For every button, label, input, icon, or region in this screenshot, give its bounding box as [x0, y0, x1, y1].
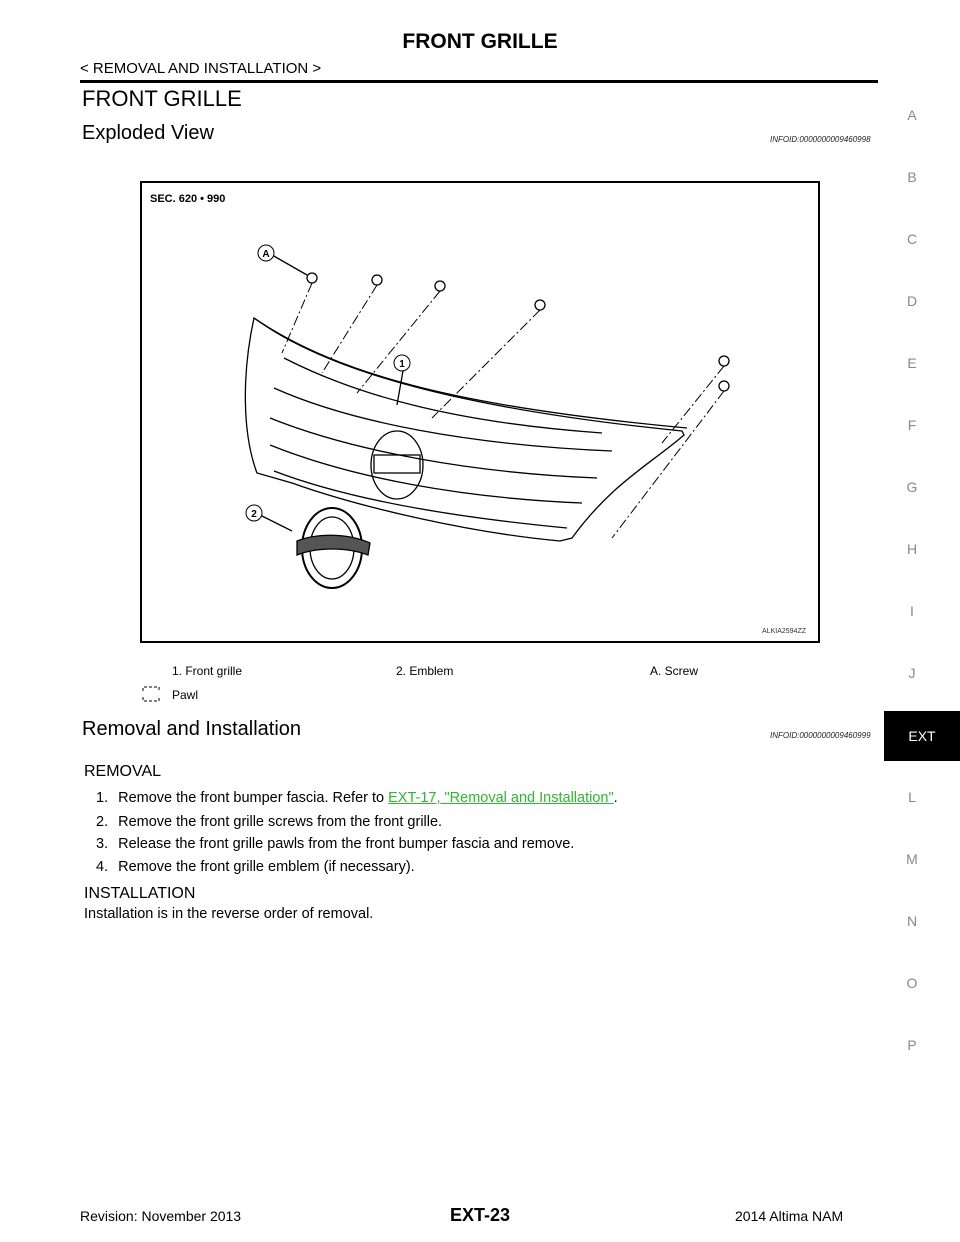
- page-header-section: < REMOVAL AND INSTALLATION >: [80, 60, 322, 77]
- removal-installation-heading: Removal and Installation: [82, 718, 302, 740]
- figure-section-label: SEC. 620 • 990: [150, 193, 226, 205]
- index-tab-g[interactable]: G: [906, 479, 918, 495]
- section-index: [884, 95, 960, 1095]
- index-tab-h[interactable]: H: [906, 541, 918, 557]
- legend-item-2: 2. Emblem: [396, 664, 454, 678]
- callout-a-label: A: [262, 249, 270, 260]
- index-tab-o[interactable]: O: [906, 975, 918, 991]
- removal-step-1: 1. Remove the front bumper fascia. Refer to EXT-17, "Removal and Installation".: [96, 790, 618, 806]
- removal-heading: REMOVAL: [84, 763, 162, 780]
- main-title: FRONT GRILLE: [82, 86, 242, 111]
- index-tab-j[interactable]: J: [908, 665, 916, 681]
- footer-page-number: EXT-23: [449, 1205, 511, 1225]
- index-tab-e[interactable]: E: [907, 355, 917, 371]
- index-tab-p[interactable]: P: [907, 1037, 917, 1053]
- exploded-view-figure: [140, 181, 820, 643]
- removal-installation-infoid: INFOID:0000000009460999: [770, 731, 871, 740]
- index-tab-d[interactable]: D: [906, 293, 918, 309]
- removal-step-2: 2. Remove the front grille screws from the front grille.: [96, 814, 443, 830]
- removal-step-4: 4. Remove the front grille emblem (if necessary).: [96, 859, 415, 875]
- grille-emblem-ring: [371, 431, 423, 499]
- index-tab-b[interactable]: B: [907, 169, 917, 185]
- legend-item-1: 1. Front grille: [172, 664, 243, 678]
- removal-step-3: 3. Release the front grille pawls from the front bumper fascia and remove.: [96, 836, 575, 852]
- index-tab-a[interactable]: A: [907, 107, 917, 123]
- pawl-icon: [142, 686, 160, 702]
- legend-pawl: Pawl: [172, 688, 199, 702]
- index-tab-m[interactable]: M: [906, 851, 918, 867]
- index-tab-l[interactable]: L: [908, 789, 916, 805]
- index-tab-ext-active[interactable]: EXT: [884, 711, 960, 761]
- callout-2-label: 2: [251, 509, 257, 520]
- header-rule: [80, 80, 878, 83]
- exploded-view-infoid: INFOID:0000000009460998: [770, 135, 871, 144]
- exploded-view-heading: Exploded View: [82, 122, 214, 144]
- index-tab-c[interactable]: C: [906, 231, 918, 247]
- callout-1-label: 1: [399, 359, 405, 370]
- ext-17-link[interactable]: EXT-17, "Removal and Installation": [388, 790, 614, 806]
- installation-text: Installation is in the reverse order of removal.: [84, 906, 374, 922]
- legend-item-a: A. Screw: [650, 664, 699, 678]
- index-tab-n[interactable]: N: [906, 913, 918, 929]
- grille-outline: [245, 318, 684, 541]
- index-tab-f[interactable]: F: [907, 417, 917, 433]
- footer-revision: Revision: November 2013: [80, 1208, 242, 1224]
- figure-code: ALKIA2594ZZ: [762, 628, 806, 635]
- page-header-title: FRONT GRILLE: [402, 30, 558, 53]
- index-tab-i[interactable]: I: [910, 603, 914, 619]
- front-grille-illustration: [142, 183, 818, 641]
- footer-model: 2014 Altima NAM: [735, 1208, 844, 1224]
- installation-heading: INSTALLATION: [84, 885, 196, 902]
